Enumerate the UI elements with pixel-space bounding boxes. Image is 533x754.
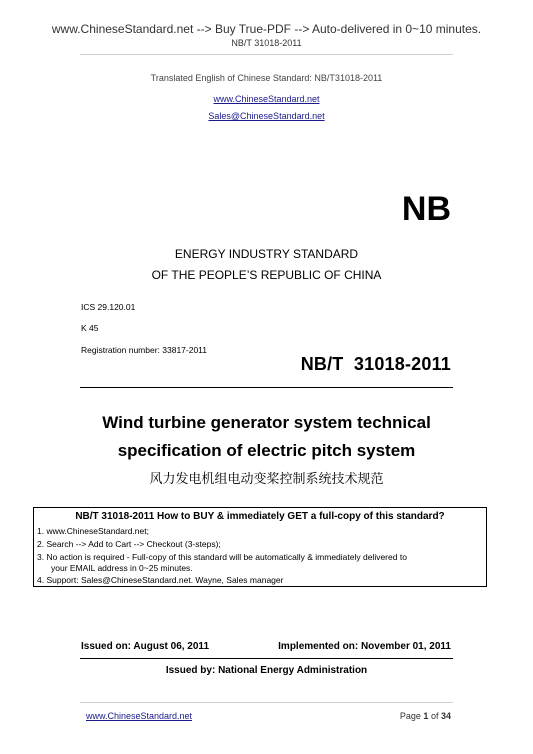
translation-website-row xyxy=(0,89,533,107)
buy-step-1: 1. www.ChineseStandard.net; xyxy=(37,526,149,536)
translation-email-row xyxy=(0,106,533,124)
header-banner: www.ChineseStandard.net --> Buy True-PDF --> Auto-delivered in 0~10 minutes. xyxy=(51,22,482,36)
buy-step-2: 2. Search --> Add to Cart --> Checkout (3-steps); xyxy=(37,539,221,549)
standard-number: NB/T 31018-2011 xyxy=(300,354,451,374)
page-total: 34 xyxy=(440,711,451,721)
buy-instructions-box xyxy=(33,507,487,587)
title-line2: specification of electric pitch system xyxy=(117,441,416,460)
translation-line: Translated English of Chinese Standard: NB/T31018-2011 xyxy=(150,73,383,83)
k-code: K 45 xyxy=(81,323,99,333)
issued-date: Issued on: August 06, 2011 xyxy=(81,641,210,652)
footer-divider xyxy=(80,702,453,703)
implemented-date: Implemented on: November 01, 2011 xyxy=(278,641,451,652)
buy-box-heading: NB/T 31018-2011 How to BUY & immediately GET a full-copy of this standard? xyxy=(75,511,445,522)
page-indicator xyxy=(400,711,451,721)
page-prefix: Page xyxy=(399,711,421,721)
dates-divider xyxy=(80,658,453,659)
title-divider xyxy=(80,387,453,388)
registration-number: Registration number: 33817-2011 xyxy=(81,345,208,355)
buy-step-3-continued: your EMAIL address in 0~25 minutes. xyxy=(51,563,193,573)
footer-website-link[interactable]: www.ChineseStandard.net xyxy=(86,711,193,721)
page-of: of xyxy=(430,711,439,721)
buy-step-4: 4. Support: Sales@ChineseStandard.net. Wayne, Sales manager xyxy=(37,575,284,585)
ics-code: ICS 29.120.01 xyxy=(81,302,136,312)
header-divider xyxy=(80,54,453,55)
issuing-authority: Issued by: National Energy Administration xyxy=(165,665,368,676)
email-link[interactable]: Sales@ChineseStandard.net xyxy=(208,111,325,121)
page-current: 1 xyxy=(423,711,429,721)
standard-type-line2: OF THE PEOPLE’S REPUBLIC OF CHINA xyxy=(151,268,382,282)
standard-type-line1: ENERGY INDUSTRY STANDARD xyxy=(174,247,359,261)
website-link[interactable]: www.ChineseStandard.net xyxy=(213,94,320,104)
chinese-title: 风力发电机组电动变桨控制系统技术规范 xyxy=(149,472,384,487)
header-standard-code: NB/T 31018-2011 xyxy=(231,38,302,48)
title-line1: Wind turbine generator system technical xyxy=(102,413,431,432)
nb-logo: NB xyxy=(401,190,451,228)
buy-step-3: 3. No action is required - Full-copy of this standard will be automatically & immediately delivered to xyxy=(37,552,407,562)
